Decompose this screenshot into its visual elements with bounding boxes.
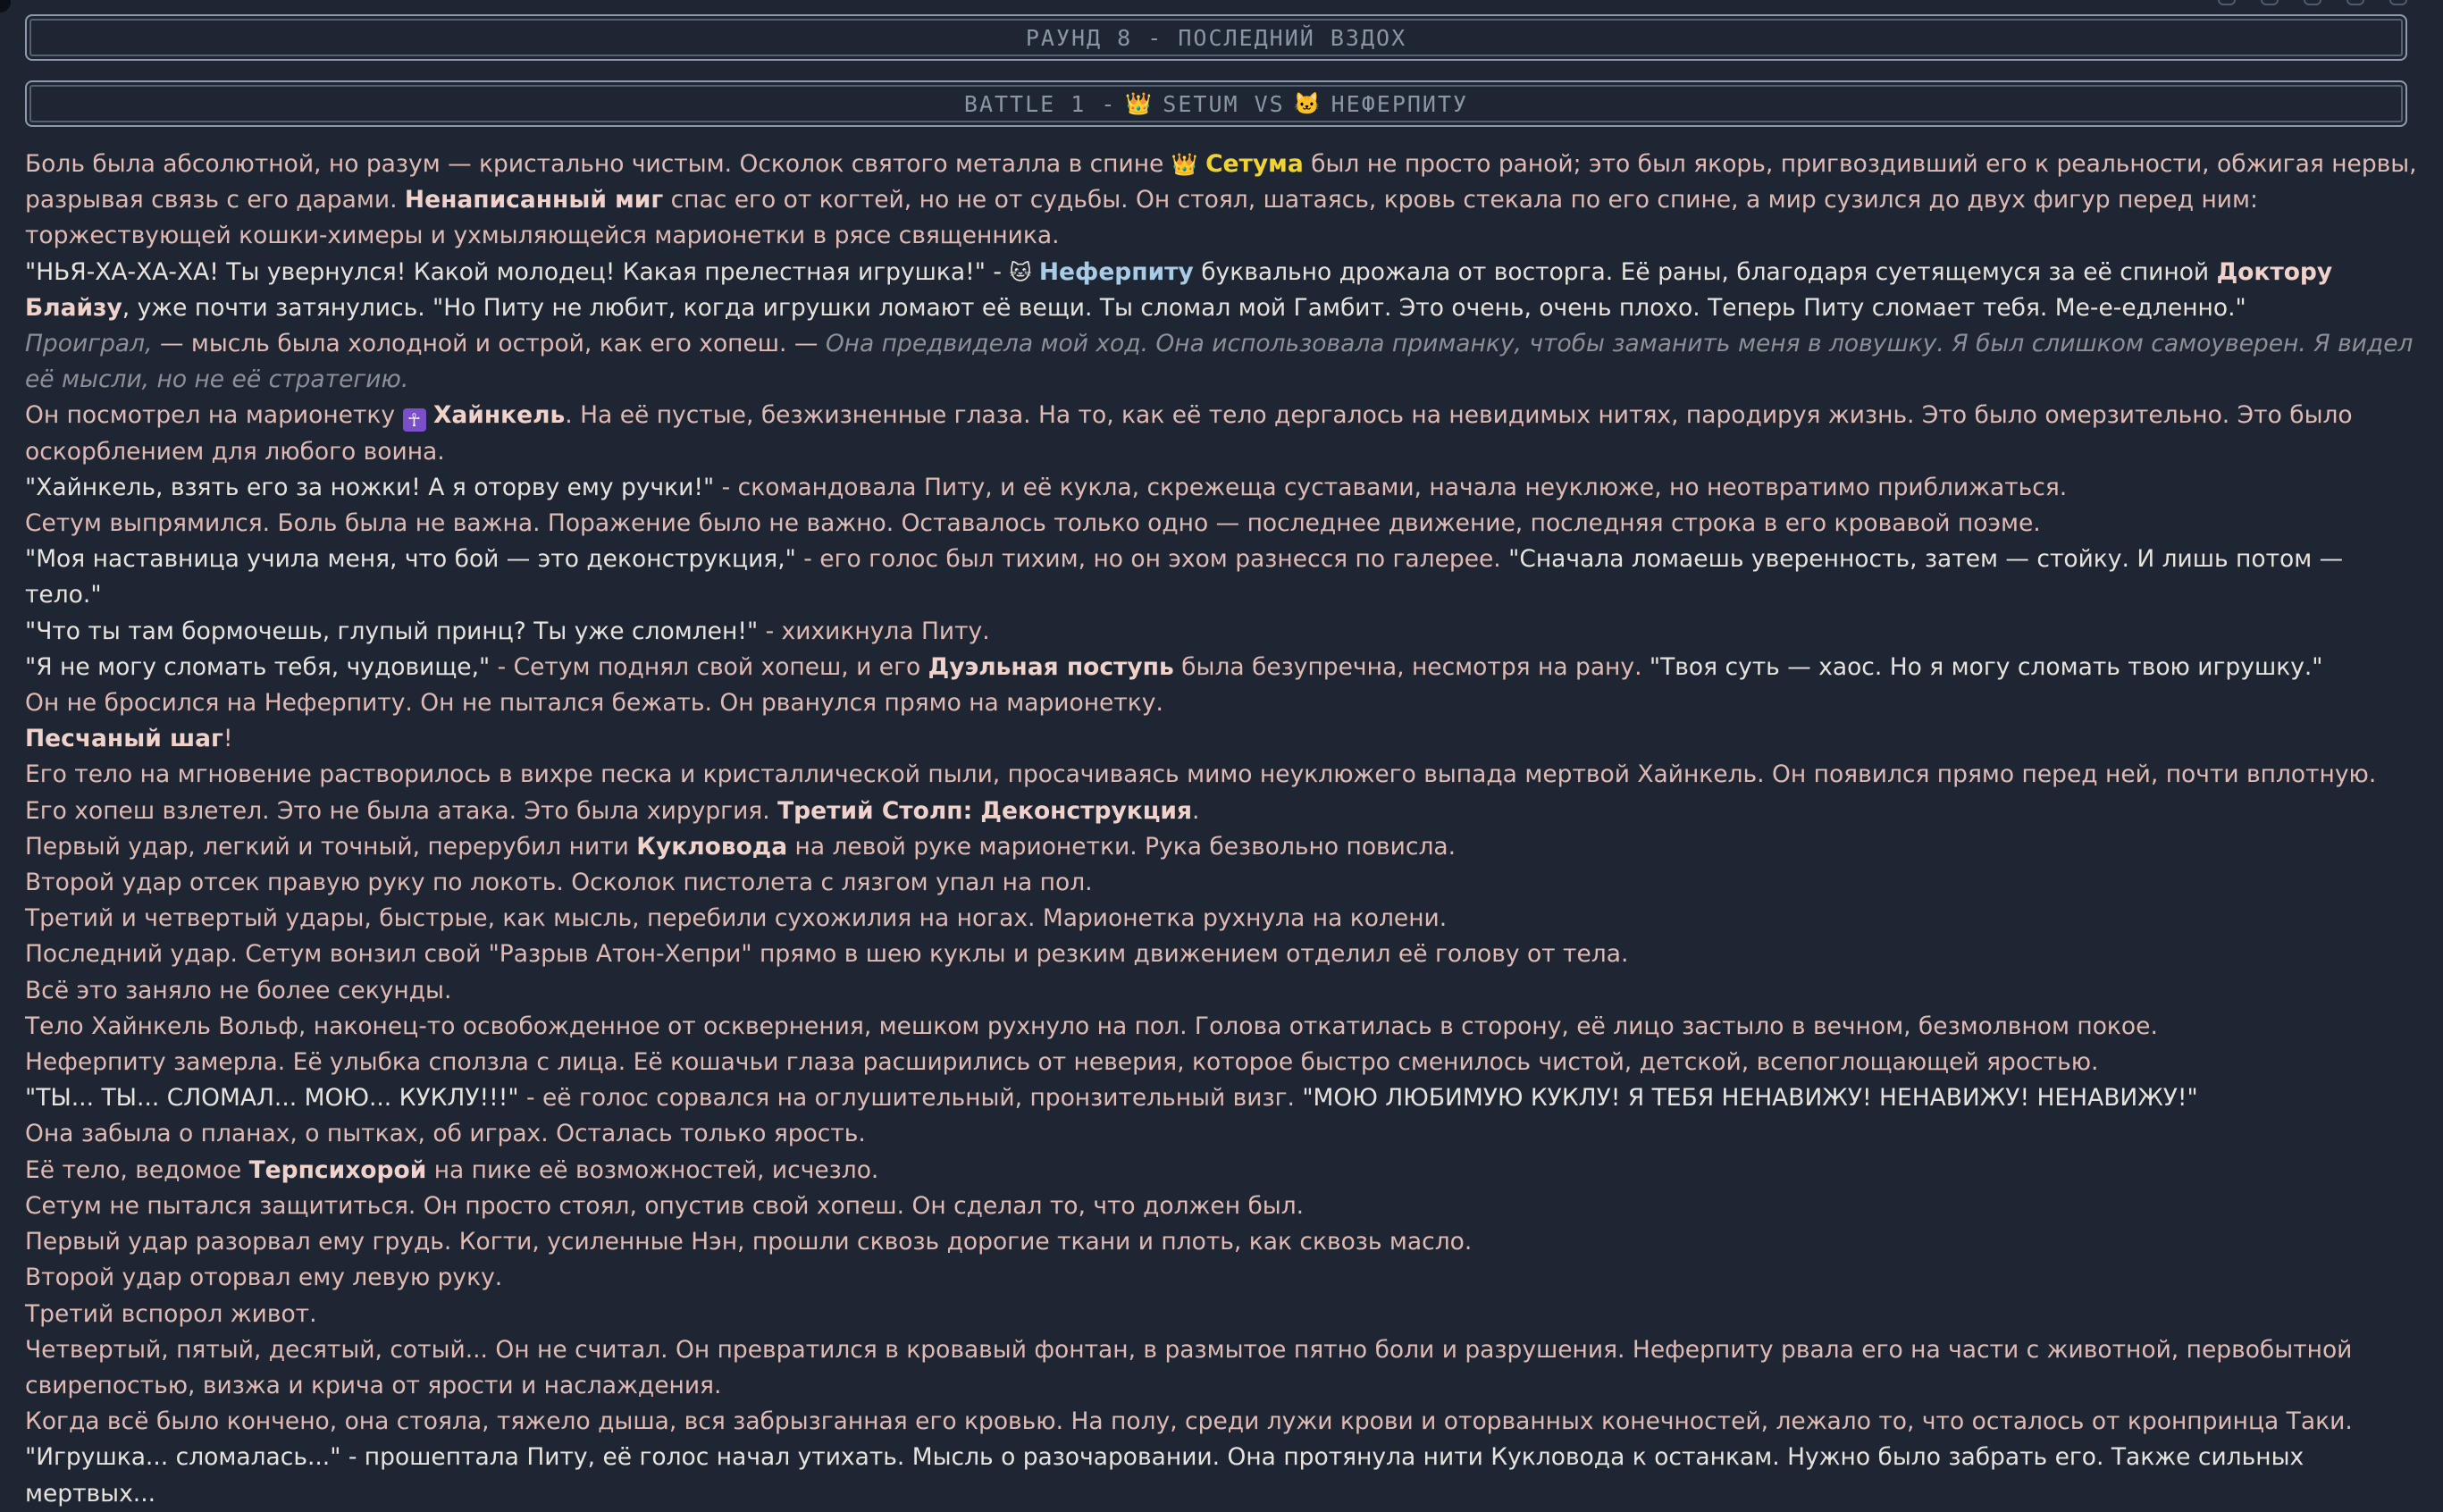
story-paragraph: Сетум не пытался защититься. Он просто стоял, опустив свой хопеш. Он сделал то, что должен был. [25, 1191, 1305, 1220]
story-paragraph: "Я не могу сломать тебя, чудовище," - Сетум поднял свой хопеш, и его Дуэльная поступь была безупречна, несмотря на рану. "Твоя суть — хаос. Но я могу сломать твою игрушку." [25, 652, 2323, 681]
crown-icon: 👑 [1125, 91, 1154, 116]
story-paragraph: Второй удар отсек правую руку по локоть. Осколок пистолета с лязгом упал на пол. [25, 869, 1093, 897]
neferpitou-name: Неферпиту [1038, 257, 1194, 286]
story-paragraph: Он посмотрел на марионетку ☥ Хайнкель. На её пустые, безжизненные глаза. На то, как её тело дергалось на невидимых нитях, пародируя жизнь. Это было омерзительно. Это было оскорблением для любого воина. [25, 401, 2353, 466]
toolbar-icon[interactable] [2389, 0, 2407, 5]
toolbar-icon[interactable] [2304, 0, 2321, 5]
story-paragraph: Сетум выпрямился. Боль была не важна. Поражение было не важно. Оставалось только одно — последнее движение, последняя строка в его кровавой поэме. [25, 509, 2041, 538]
story-paragraph: Боль была абсолютной, но разум — кристально чистым. Осколок святого металла в спине 👑 Сетума был не просто раной; это был якорь, пригвоздивший его к реальности, обжигая нервы, разрывая связь с его дарами. Ненаписанный миг спас его от когтей, но не от судьбы. Он стоял, шатаясь, кровь стекала по его спине, а мир сузился до двух фигур перед ним: торжествующей кошки-химеры и ухмыляющейся марионетки в рясе священника. [25, 147, 2420, 255]
window-top-edge [0, 0, 2443, 9]
story-paragraph: Третий и четвертый удары, быстрые, как мысль, перебили сухожилия на ногах. Марионетка рухнула на колени. [25, 904, 1448, 933]
vs-label: VS [1254, 90, 1285, 117]
round-title: РАУНД 8 - ПОСЛЕДНИЙ ВЗДОХ [1025, 24, 1407, 51]
battle-banner [25, 80, 2407, 127]
story-paragraph: Она забыла о планах, о пытках, об играх. Осталась только ярость. [25, 1120, 866, 1148]
character-name: Доктору Блайзу [25, 257, 2333, 322]
setum-name: Сетума [1205, 150, 1304, 178]
story-paragraph: "Что ты там бормочешь, глупый принц? Ты уже сломлен!" - хихикнула Питу. [25, 617, 990, 645]
story-paragraph: Первый удар разорвал ему грудь. Когти, усиленные Нэн, прошли сквозь дорогие ткани и плоть, как сквозь масло. [25, 1228, 1473, 1256]
story-paragraph: Песчаный шаг! [25, 725, 233, 753]
toolbar-icon[interactable] [2346, 0, 2364, 5]
skill-name: Дуэльная поступь [928, 652, 1174, 681]
toolbar-icon[interactable] [2261, 0, 2279, 5]
story-paragraph: Последний удар. Сетум вонзил свой "Разрыв Атон-Хепри" прямо в шею куклы и резким движением отделил её голову от тела. [25, 940, 1629, 969]
skill-name: Терпсихорой [248, 1155, 427, 1184]
story-paragraph: "Хайнкель, взять его за ножки! А я оторву ему ручки!" - скомандовала Питу, и её кукла, скрежеща суставами, начала неуклюже, но неотвратимо приближаться. [25, 473, 2068, 501]
story-paragraph: Его хопеш взлетел. Это не была атака. Это была хирургия. Третий Столп: Деконструкция. [25, 796, 1200, 825]
cat-icon: 🐱 [1009, 259, 1032, 285]
story-paragraph: Третий вспорол живот. [25, 1299, 317, 1328]
skill-name: Ненаписанный миг [404, 186, 664, 214]
skill-name: Песчаный шаг [25, 725, 223, 753]
story-text [25, 147, 2420, 1508]
story-paragraph: Второй удар оторвал ему левую руку. [25, 1264, 503, 1292]
top-right-toolbar [2218, 0, 2407, 5]
story-paragraph: "Моя наставница учила меня, что бой — это деконструкция," - его голос был тихим, но он эхом разнесся по галерее. "Сначала ломаешь уверенность, затем — стойку. И лишь потом — тело." [25, 545, 2344, 609]
cat-icon: 🐱 [1293, 91, 1322, 116]
story-paragraph: "ТЫ... ТЫ... СЛОМАЛ... МОЮ... КУКЛУ!!!" - её голос сорвался на оглушительный, пронзительный визг. "МОЮ ЛЮБИМУЮ КУКЛУ! Я ТЕБЯ НЕНАВИЖУ! НЕНАВИЖУ! НЕНАВИЖУ!" [25, 1084, 2198, 1113]
round-banner [25, 14, 2407, 61]
story-paragraph: Когда всё было кончено, она стояла, тяжело дыша, вся забрызганная его кровью. На полу, среди лужи крови и оторванных конечностей, лежало то, что осталось от кронпринца Таки. [25, 1407, 2353, 1436]
skill-name: Кукловода [636, 832, 788, 861]
story-paragraph: Он не бросился на Неферпиту. Он не пытался бежать. Он рванулся прямо на марионетку. [25, 689, 1163, 718]
story-paragraph: Первый удар, легкий и точный, перерубил нити Кукловода на левой руке марионетки. Рука безвольно повисла. [25, 832, 1457, 861]
fighter1-name: SETUM [1163, 90, 1239, 117]
story-paragraph: "НЬЯ-ХА-ХА-ХА! Ты увернулся! Какой молодец! Какая прелестная игрушка!" - 🐱 Неферпиту буквально дрожала от восторга. Её раны, благодаря суетящемуся за её спиной Доктору Блайзу, уже почти затянулись. "Но Питу не любит, когда игрушки ломают её вещи. Ты сломал мой Гамбит. Это очень, очень плохо. Теперь Питу сломает тебя. Ме-е-едленно." [25, 255, 2420, 326]
story-paragraph: Её тело, ведомое Терпсихорой на пике её возможностей, исчезло. [25, 1155, 879, 1184]
story-paragraph: Четвертый, пятый, десятый, сотый... Он не считал. Он превратился в кровавый фонтан, в размытое пятно боли и разрушения. Неферпиту рвала его на части с животной, первобытной свирепостью, визжа и крича от ярости и наслаждения. [25, 1335, 2353, 1399]
story-paragraph: Проиграл, — мысль была холодной и острой, как его хопеш. — Она предвидела мой ход. Она использовала приманку, чтобы заманить меня в ловушку. Я был слишком самоуверен. Я видел её мысли, но не её стратегию. [25, 330, 2414, 394]
corner-avatar[interactable] [0, 0, 11, 13]
story-paragraph: Его тело на мгновение растворилось в вихре песка и кристаллической пыли, просачиваясь мимо неуклюжего выпада мертвой Хайнкель. Он появился прямо перед ней, почти вплотную. [25, 760, 2377, 789]
fighter2-name: НЕФЕРПИТУ [1331, 90, 1469, 117]
story-paragraph: Тело Хайнкель Вольф, наконец-то освобожденное от осквернения, мешком рухнуло на пол. Голова откатилась в сторону, её лицо застыло в вечном, безмолвном покое. [25, 1012, 2158, 1040]
battle-prefix: BATTLE 1 - [963, 90, 1117, 117]
character-name: Хайнкель [432, 401, 566, 430]
toolbar-icon[interactable] [2218, 0, 2236, 5]
story-paragraph: Всё это заняло не более секунды. [25, 976, 452, 1004]
skill-name: Третий Столп: Деконструкция [777, 796, 1192, 825]
story-paragraph: Неферпиту замерла. Её улыбка сползла с лица. Её кошачьи глаза расширились от неверия, которое быстро сменилось чистой, детской, всепоглощающей яростью. [25, 1048, 2099, 1077]
crown-icon: 👑 [1171, 152, 1198, 177]
ankh-icon: ☥ [403, 408, 426, 432]
story-paragraph: "Игрушка... сломалась..." - прошептала Питу, её голос начал утихать. Мысль о разочаровании. Она протянула нити Кукловода к останкам. Нужно было забрать его. Также сильных мертвых... [25, 1443, 2304, 1508]
